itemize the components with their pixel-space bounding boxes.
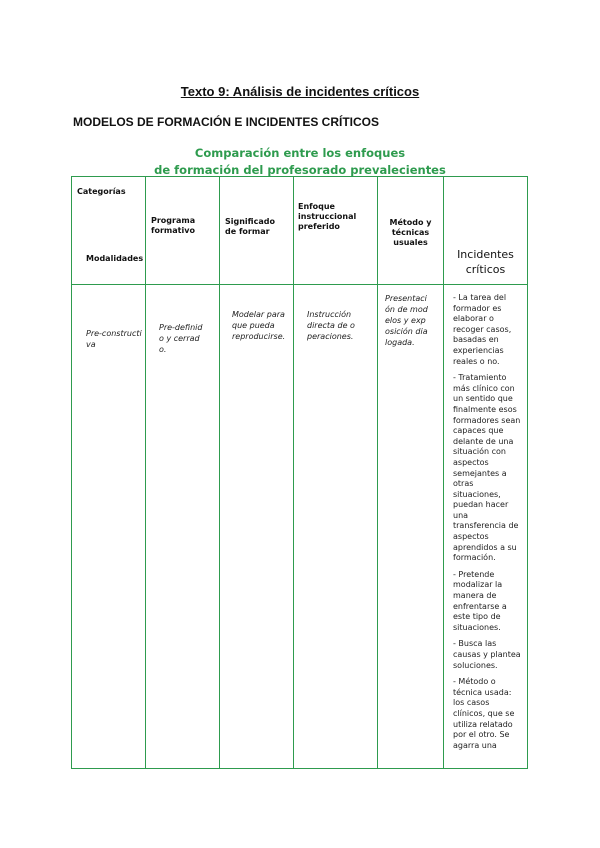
row-enfoque: Instrucción directa de operaciones. xyxy=(307,310,355,341)
header-modalidades: Modalidades xyxy=(86,254,144,263)
incidentes-list xyxy=(444,285,527,751)
list-item: - Busca las causas y plantea soluciones. xyxy=(453,639,521,670)
document-subtitle: MODELOS DE FORMACIÓN E INCIDENTES CRÍTICOS xyxy=(73,115,380,129)
row-cell-metodo xyxy=(378,285,444,769)
header-metodo: Método y técnicas usuales xyxy=(389,218,432,247)
caption-line-1: Comparación entre los enfoques xyxy=(194,146,406,160)
list-item: - Pretende modalizar la manera de enfrentarse a este tipo de situaciones. xyxy=(453,569,507,632)
header-cell-metodo xyxy=(378,177,444,285)
row-cell-incidentes xyxy=(444,285,528,769)
caption-line-2: de formación del profesorado prevalecientes xyxy=(154,163,446,177)
row-significado: Modelar para que pueda reproducirse. xyxy=(232,310,286,341)
header-significado: Significado de formar xyxy=(225,217,275,236)
header-cell-enfoque xyxy=(294,177,378,285)
table-caption xyxy=(0,145,600,179)
row-metodo: Presentación de modelos y exposición dialogada. xyxy=(385,294,428,347)
row-cell-enfoque xyxy=(294,285,378,769)
header-programa: Programa formativo xyxy=(151,216,196,235)
list-item: - Método o técnica usada: los casos clínicos, que se utiliza relatado por el otro. Se agarra una xyxy=(453,677,515,750)
header-enfoque: Enfoque instruccional preferido xyxy=(298,202,357,231)
row-modalidad: Pre-constructiva xyxy=(86,329,142,349)
row-programa: Pre-definido y cerrado. xyxy=(159,323,203,354)
row-cell-significado xyxy=(220,285,294,769)
header-cell-incidentes xyxy=(444,177,528,285)
header-categorias: Categorías xyxy=(77,187,126,196)
list-item: - La tarea del formador es elaborar o recoger casos, basadas en experiencias reales o no. xyxy=(453,293,512,366)
row-cell-modalidad xyxy=(72,285,146,769)
list-item: - Tratamiento más clínico con un sentido que finalmente esos formadores sean capaces que delante de una situación con aspectos semejantes a otras situaciones, puedan hacer una transferencia de aspectos aprendidos a su formación. xyxy=(453,373,521,563)
header-cell-categorias xyxy=(72,177,146,285)
header-cell-significado xyxy=(220,177,294,285)
header-incidentes: Incidentes críticos xyxy=(457,248,514,276)
document-title: Texto 9: Análisis de incidentes críticos xyxy=(180,84,420,99)
comparison-table xyxy=(71,176,528,769)
header-cell-programa xyxy=(146,177,220,285)
table-header-row xyxy=(72,177,528,285)
table-row xyxy=(72,285,528,769)
row-cell-programa xyxy=(146,285,220,769)
